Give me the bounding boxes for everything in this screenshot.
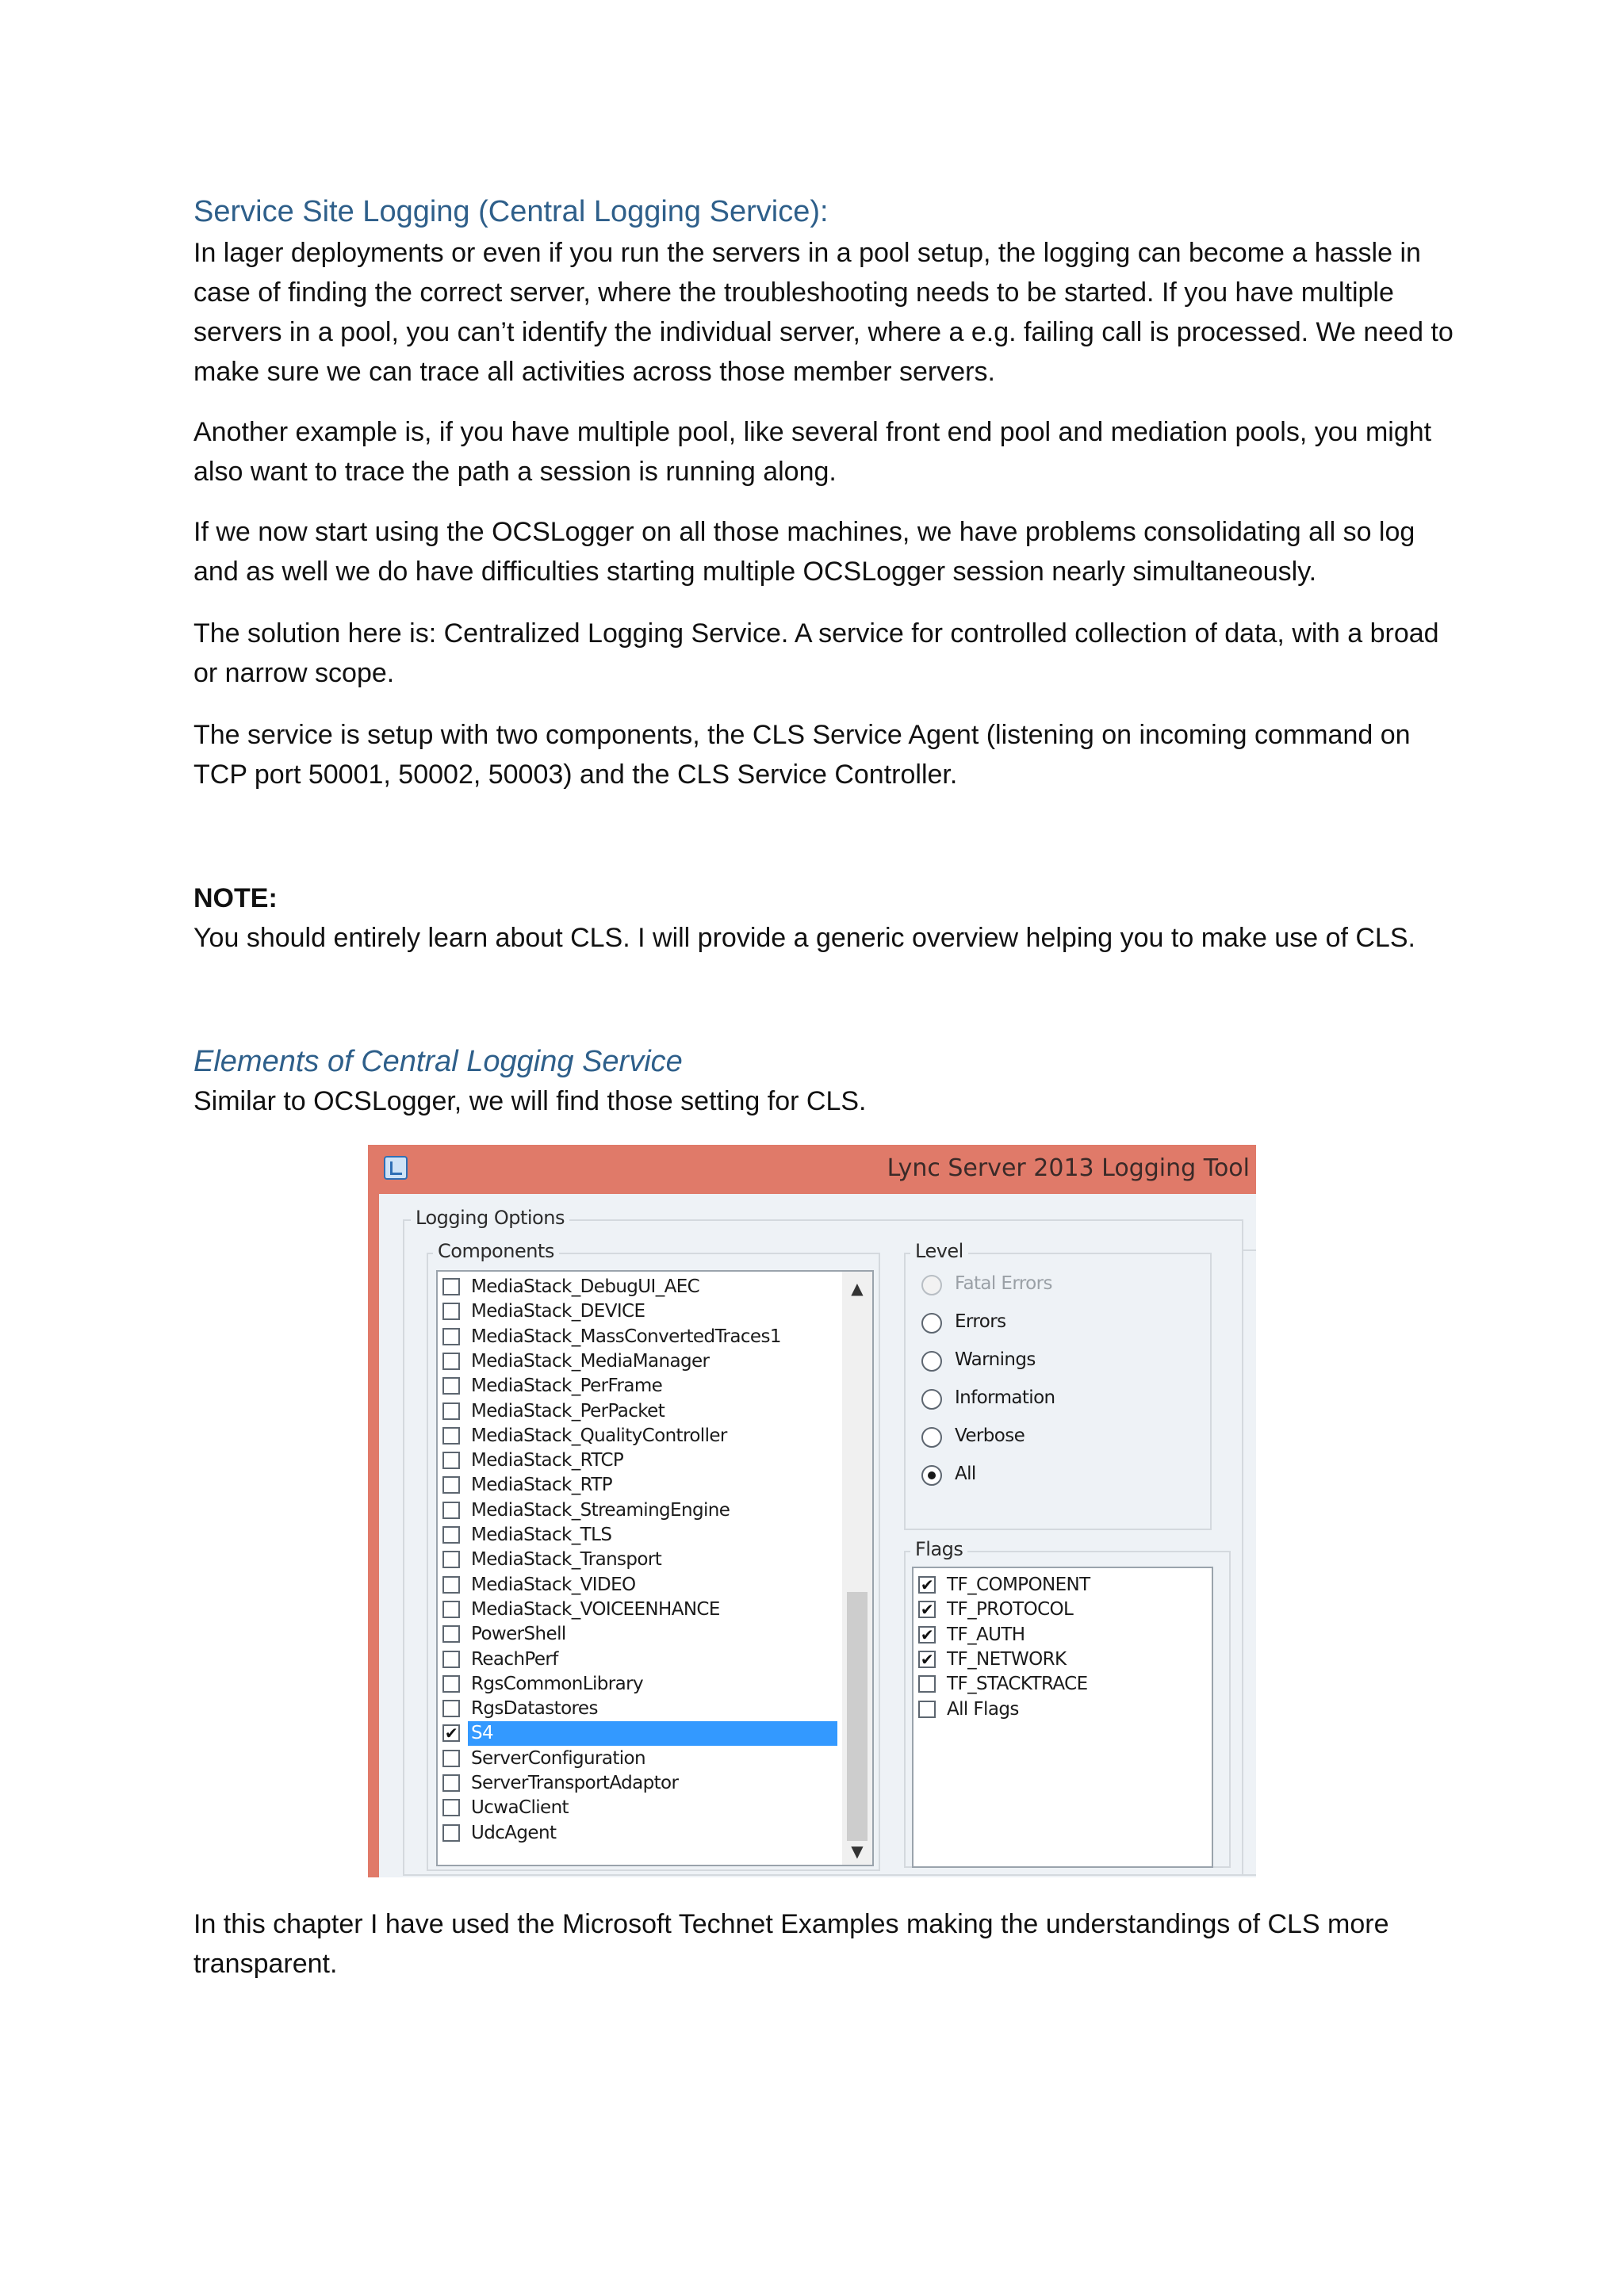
flag-checkbox[interactable] [918, 1701, 936, 1718]
flag-checkbox[interactable]: ✔ [918, 1651, 936, 1668]
component-label: MediaStack_TLS [471, 1525, 612, 1545]
flag-item[interactable] [914, 1672, 1199, 1697]
component-item[interactable] [438, 1275, 842, 1299]
component-label: ServerTransportAdaptor [471, 1773, 679, 1793]
component-label: PowerShell [471, 1624, 566, 1645]
component-label: MediaStack_QualityController [471, 1425, 727, 1446]
note-label: NOTE: [193, 883, 278, 913]
level-radio[interactable] [921, 1351, 942, 1372]
level-radio-group [910, 1270, 1204, 1524]
component-label: RgsDatastores [471, 1698, 598, 1720]
level-label: Verbose [955, 1425, 1025, 1446]
flag-label: TF_PROTOCOL [947, 1599, 1074, 1621]
scroll-up-icon[interactable]: ▲ [851, 1279, 864, 1298]
component-checkbox[interactable] [442, 1774, 460, 1792]
component-item[interactable] [438, 1473, 842, 1498]
flag-checkbox[interactable]: ✔ [918, 1576, 936, 1594]
level-radio[interactable] [921, 1389, 942, 1410]
component-checkbox[interactable] [442, 1452, 460, 1469]
components-label: Components [433, 1240, 559, 1262]
component-checkbox[interactable] [442, 1750, 460, 1767]
flags-label: Flags [910, 1538, 967, 1560]
level-option[interactable] [921, 1308, 1175, 1340]
flag-item[interactable] [914, 1647, 1199, 1672]
partial-panel-edge [1242, 1249, 1256, 1876]
component-checkbox[interactable] [442, 1651, 460, 1668]
flag-item[interactable] [914, 1598, 1199, 1622]
component-checkbox[interactable] [442, 1526, 460, 1544]
level-radio[interactable] [921, 1313, 942, 1334]
logging-options-label: Logging Options [411, 1207, 569, 1229]
level-label: Level [910, 1240, 968, 1262]
level-label: Warnings [955, 1349, 1036, 1370]
paragraph-3: If we now start using the OCSLogger on all those machines, we have problems consolidating all so log and as well we do have difficulties starting multiple OCSLogger session nearly simultaneously. [193, 517, 1415, 587]
flag-label: All Flags [947, 1698, 1019, 1720]
component-label: MediaStack_RTCP [471, 1450, 624, 1471]
component-checkbox[interactable] [442, 1675, 460, 1693]
component-item[interactable] [438, 1424, 842, 1448]
level-radio[interactable] [921, 1427, 942, 1448]
component-label: MediaStack_RTP [471, 1475, 613, 1496]
component-item[interactable] [438, 1498, 842, 1523]
flag-label: TF_AUTH [947, 1624, 1025, 1645]
component-checkbox[interactable] [442, 1700, 460, 1717]
component-label: MediaStack_VOICEENHANCE [471, 1598, 720, 1620]
component-item[interactable] [438, 1821, 842, 1846]
flag-checkbox[interactable]: ✔ [918, 1601, 936, 1618]
components-listbox[interactable] [436, 1270, 874, 1866]
component-item[interactable] [438, 1647, 842, 1672]
level-label: Fatal Errors [955, 1273, 1052, 1294]
flag-label: TF_NETWORK [947, 1648, 1067, 1670]
component-label: MediaStack_PerPacket [471, 1400, 665, 1422]
level-option[interactable] [921, 1346, 1175, 1378]
component-label: MediaStack_VIDEO [471, 1574, 636, 1595]
component-label: MediaStack_DEVICE [471, 1301, 645, 1322]
paragraph-5: The service is setup with two components, the CLS Service Agent (listening on incoming command on TCP port 50001, 50002, 50003) and the CLS Service Controller. [193, 720, 1411, 790]
component-item[interactable] [438, 1325, 842, 1349]
components-scrollbar[interactable] [842, 1272, 872, 1865]
component-checkbox[interactable] [442, 1625, 460, 1643]
flag-item[interactable] [914, 1573, 1199, 1598]
flag-item[interactable] [914, 1697, 1199, 1722]
component-label: MediaStack_StreamingEngine [471, 1499, 730, 1521]
component-item[interactable] [438, 1771, 842, 1796]
logging-tool-screenshot [368, 1145, 1256, 1877]
level-radio [921, 1275, 942, 1295]
component-item[interactable] [438, 1747, 842, 1771]
component-item[interactable] [438, 1697, 842, 1721]
flag-label: TF_STACKTRACE [947, 1674, 1088, 1695]
component-label: MediaStack_PerFrame [471, 1376, 663, 1397]
window-border [368, 1194, 379, 1877]
component-checkbox[interactable] [442, 1278, 460, 1295]
component-item[interactable] [438, 1796, 842, 1820]
component-item[interactable] [438, 1672, 842, 1697]
window-title: Lync Server 2013 Logging Tool [887, 1154, 1250, 1182]
component-checkbox[interactable] [442, 1303, 460, 1320]
elements-heading: Elements of Central Logging Service [193, 1045, 683, 1078]
component-item[interactable] [438, 1374, 842, 1399]
component-item[interactable] [438, 1399, 842, 1424]
component-checkbox[interactable]: ✔ [442, 1724, 460, 1742]
component-checkbox[interactable] [442, 1402, 460, 1420]
component-checkbox[interactable] [442, 1551, 460, 1568]
component-item[interactable] [438, 1299, 842, 1324]
paragraph-2: Another example is, if you have multiple pool, like several front end pool and mediation pools, you might also want to trace the path a session is running along. [193, 417, 1432, 487]
component-label: UdcAgent [471, 1822, 557, 1843]
component-checkbox[interactable] [442, 1353, 460, 1370]
flag-checkbox[interactable] [918, 1675, 936, 1693]
level-option[interactable] [921, 1460, 1175, 1492]
component-checkbox[interactable] [442, 1476, 460, 1494]
component-label: MediaStack_MassConvertedTraces1 [471, 1326, 781, 1347]
component-item[interactable] [438, 1448, 842, 1473]
scroll-down-icon[interactable]: ▼ [851, 1842, 864, 1861]
component-checkbox[interactable] [442, 1502, 460, 1519]
logging-tool-app-icon [384, 1156, 408, 1180]
component-checkbox[interactable] [442, 1377, 460, 1395]
section-heading: Service Site Logging (Central Logging Service): [193, 195, 829, 228]
component-item[interactable] [438, 1598, 842, 1622]
window-title-bar [368, 1145, 1256, 1194]
component-checkbox[interactable] [442, 1601, 460, 1618]
component-label: MediaStack_MediaManager [471, 1350, 710, 1372]
component-label: ReachPerf [471, 1648, 558, 1670]
level-option[interactable] [921, 1422, 1175, 1454]
flag-checkbox[interactable]: ✔ [918, 1626, 936, 1644]
flags-listbox[interactable] [912, 1567, 1213, 1868]
component-label: RgsCommonLibrary [471, 1673, 643, 1694]
component-label: UcwaClient [471, 1797, 569, 1819]
level-label: All [955, 1464, 976, 1484]
component-label: MediaStack_DebugUI_AEC [471, 1276, 700, 1297]
component-checkbox[interactable] [442, 1824, 460, 1842]
component-checkbox[interactable] [442, 1427, 460, 1445]
paragraph-4: The solution here is: Centralized Logging Service. A service for controlled collection of data, with a broad or narrow scope. [193, 618, 1439, 688]
component-label: ServerConfiguration [471, 1747, 646, 1769]
closing-paragraph: In this chapter I have used the Microsoft Technet Examples making the understandings of CLS more transparent. [193, 1909, 1389, 1979]
component-item[interactable] [438, 1349, 842, 1374]
component-label: MediaStack_Transport [471, 1549, 662, 1571]
component-checkbox[interactable] [442, 1576, 460, 1594]
note-text: You should entirely learn about CLS. I will provide a generic overview helping you to make use of CLS. [193, 923, 1415, 953]
window-client-area [379, 1194, 1256, 1877]
level-option[interactable] [921, 1384, 1175, 1416]
level-radio[interactable] [921, 1465, 942, 1486]
component-item[interactable] [438, 1523, 842, 1548]
scroll-thumb[interactable] [847, 1592, 868, 1841]
flag-label: TF_COMPONENT [947, 1575, 1090, 1595]
component-item[interactable] [438, 1622, 842, 1647]
level-label: Errors [955, 1311, 1006, 1332]
paragraph-1: In lager deployments or even if you run the servers in a pool setup, the logging can become a hassle in case of finding the correct server, where the troubleshooting needs to be started. If you have multiple servers in a pool, you can’t identify the individual server, where a e.g. failing call is processed. We need to make sure we can trace all activities across those member servers. [193, 238, 1454, 387]
elements-intro: Similar to OCSLogger, we will find those setting for CLS. [193, 1086, 867, 1116]
level-label: Information [955, 1387, 1055, 1408]
component-item[interactable] [438, 1721, 842, 1746]
component-item[interactable] [438, 1548, 842, 1572]
component-label: S4 [468, 1721, 837, 1746]
component-checkbox[interactable] [442, 1799, 460, 1816]
component-checkbox[interactable] [442, 1328, 460, 1345]
flag-item[interactable] [914, 1623, 1199, 1647]
level-option [921, 1270, 1175, 1302]
component-item[interactable] [438, 1573, 842, 1598]
